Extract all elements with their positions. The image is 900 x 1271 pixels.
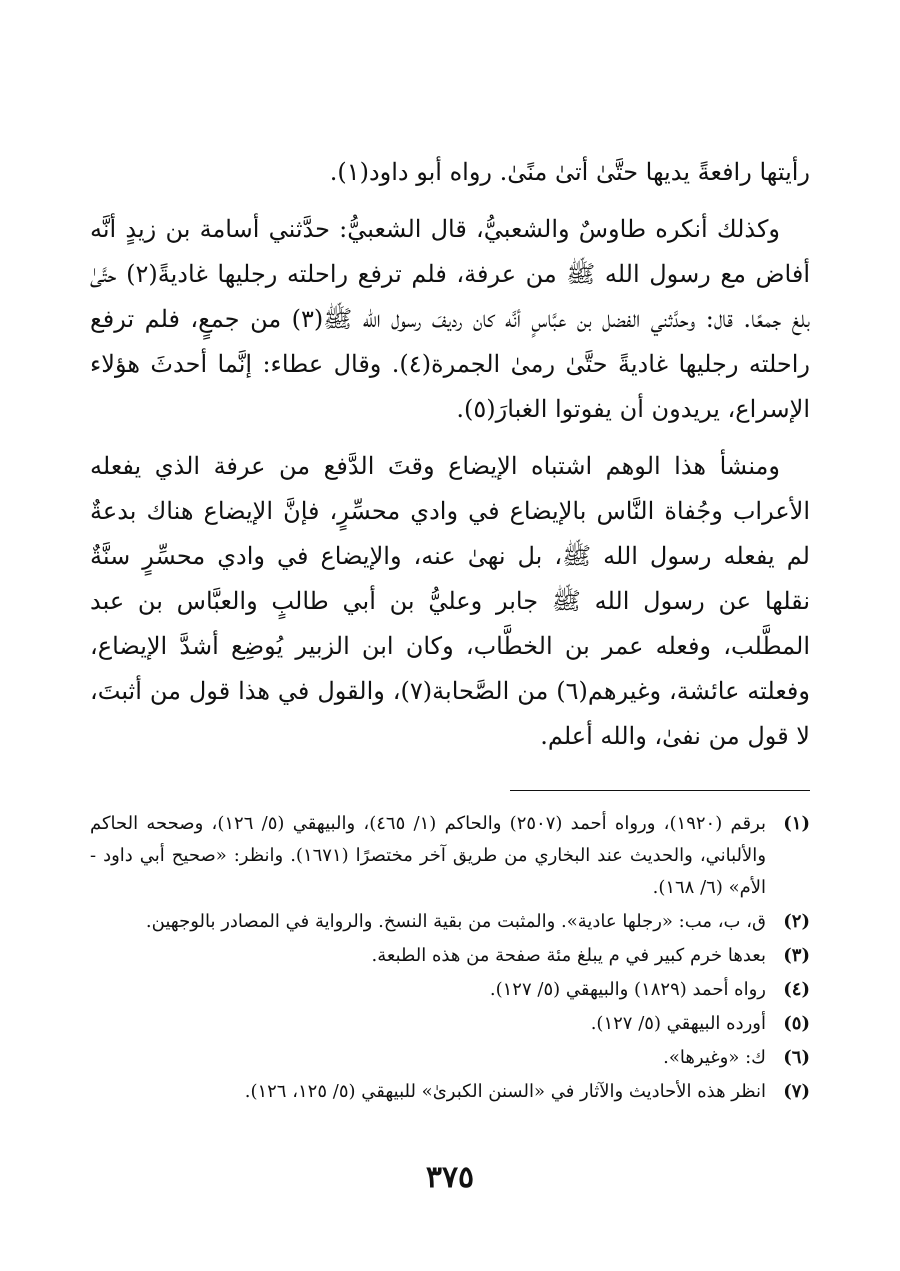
- footnote-5: [90, 1008, 810, 1040]
- footnote-number: (٤): [783, 979, 810, 1000]
- page-number: ٣٧٥: [425, 1160, 475, 1195]
- paragraph-2: وكذلك أنكره طاوسٌ والشعبيُّ، قال الشعبيُّ: حدَّثني أسامة بن زيدٍ أنَّه أفاض مع رسول الله ﷺ من عرفة، فلم ترفع راحلته رجليها غاديةً(٢) حتَّىٰ بلغ جمعًا. قال: وحدَّثني الفضل بن عبَّاسٍ أنَّه كان رديفَ رسول الله ﷺ(٣) من جمعٍ، فلم ترفع راحلته رجليها غاديةً حتَّىٰ رمىٰ الجمرة(٤). وقال عطاء: إنَّما أحدثَ هؤلاء الإسراع، يريدون أن يفوتوا الغبارَ(٥).: [90, 215, 811, 423]
- footnote-2: [90, 906, 810, 938]
- footnote-number: (٦): [783, 1047, 810, 1068]
- footnote-text: بعدها خرم كبير في م يبلغ مئة صفحة من هذه الطبعة.: [371, 945, 766, 966]
- footnotes: [90, 808, 810, 1110]
- footnote-number: (٣): [783, 945, 810, 966]
- footnote-number: (٢): [783, 911, 810, 932]
- paragraph-3: ومنشأ هذا الوهم اشتباه الإيضاع وقتَ الدَّفع من عرفة الذي يفعله الأعراب وجُفاة النَّاس بالإيضاع في وادي محسِّرٍ، فإنَّ الإيضاع هناك بدعةٌ لم يفعله رسول الله ﷺ، بل نهىٰ عنه، والإيضاع في وادي محسِّرٍ سنَّةٌ نقلها عن رسول الله ﷺ جابر وعليُّ بن أبي طالبٍ والعبَّاس بن عبد المطَّلب، وفعله عمر بن الخطَّاب، وكان ابن الزبير يُوضِع أشدَّ الإيضاع، وفعلته عائشة، وغيرهم(٦) من الصَّحابة(٧)، والقول في هذا قول من أثبتَ، لا قول من نفىٰ، والله أعلم.: [90, 452, 810, 750]
- footnote-text: أورده البيهقي (٥/ ١٢٧).: [590, 1013, 766, 1034]
- footnote-number: (٥): [783, 1013, 810, 1034]
- paragraph-1: رأيتها رافعةً يديها حتَّىٰ أتىٰ منًىٰ. رواه أبو داود(١).: [329, 158, 810, 186]
- footnote-7: [90, 1076, 810, 1108]
- footnote-number: (١): [783, 813, 810, 834]
- footnote-1: [90, 808, 810, 904]
- main-text: [90, 150, 810, 771]
- footnote-text: برقم (١٩٢٠)، ورواه أحمد (٢٥٠٧) والحاكم (١/ ٤٦٥)، والبيهقي (٥/ ١٢٦)، وصححه الحاكم والألباني، والحديث عند البخاري من طريق آخر مختصرًا (١٦٧١). وانظر: «صحيح أبي داود - الأم» (٦/ ١٦٨).: [90, 813, 767, 898]
- footnote-text: رواه أحمد (١٨٢٩) والبيهقي (٥/ ١٢٧).: [489, 979, 766, 1000]
- footnote-number: (٧): [783, 1081, 810, 1102]
- footnote-separator: [510, 790, 810, 791]
- footnote-text: ق، ب، مب: «رجلها عادية». والمثبت من بقية النسخ. والرواية في المصادر بالوجهين.: [145, 911, 766, 932]
- footnote-3: [90, 940, 810, 972]
- footnote-text: انظر هذه الأحاديث والآثار في «السنن الكبرىٰ» للبيهقي (٥/ ١٢٥، ١٢٦).: [244, 1081, 766, 1102]
- footnote-4: [90, 974, 810, 1006]
- footnote-text: ك: «وغيرها».: [663, 1047, 766, 1068]
- footnote-6: [90, 1042, 810, 1074]
